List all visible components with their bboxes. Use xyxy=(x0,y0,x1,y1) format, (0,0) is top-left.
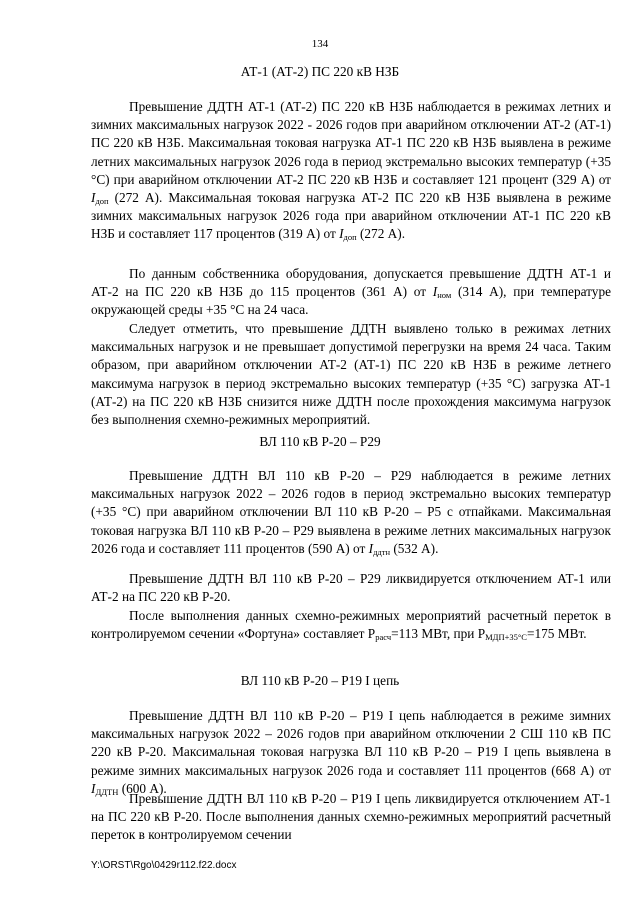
paragraph: После выполнения данных схемно-режимных мероприятий расчетный переток в контролируемом сечении «Фортуна» составляет $Р_{расч}=113$ МВт, при $Р_{МДП+35^\circ С}=175$ МВт. xyxy=(91,608,611,643)
current-symbol: I xyxy=(91,190,96,206)
footer-file-path: Y:\ORST\Rgo\0429r112.f22.docx xyxy=(91,860,237,871)
section-heading-vl-p19: ВЛ 110 кВ Р-20 – Р19 I цепь xyxy=(240,673,400,688)
section-heading-vl-p29: ВЛ 110 кВ Р-20 – Р29 xyxy=(259,434,381,449)
current-symbol: I xyxy=(339,226,344,242)
subscript: ном xyxy=(437,290,452,301)
paragraph: Превышение ДДТН ВЛ 110 кВ Р-20 – Р19 I цепь ликвидируется отключением АТ-1 на ПС 220 кВ Р-20. После выполнения данных схемно-режимных мероприятий расчетный переток в контролируемом сечении xyxy=(91,791,611,843)
current-symbol: I xyxy=(91,780,96,796)
paragraph: По данным собственника оборудования, допускается превышение ДДТН АТ-1 и АТ-2 на ПС 220 кВ НЗБ до 115 процентов (361 А) от $I_{ном}$ (314 А), при температуре окружающей среды +35 °С на 24 часа. xyxy=(91,266,612,318)
section-heading-at: АТ-1 (АТ-2) ПС 220 кВ НЗБ xyxy=(240,64,400,79)
current-symbol: I xyxy=(432,284,438,300)
current-symbol: I xyxy=(368,540,374,556)
subscript: доп xyxy=(343,232,357,243)
subscript: ддтн xyxy=(373,546,391,557)
paragraph: Превышение ДДТН АТ-1 (АТ-2) ПС 220 кВ НЗБ наблюдается в режимах летних и зимних максимальных нагрузок 2022 - 2026 годов при аварийном отключении АТ-2 (АТ-1) ПС 220 кВ НЗБ. Максимальная токовая нагрузка АТ-1 ПС 220 кВ НЗБ выявлена в режиме летних максимальных нагрузок 2026 года в период экстремально высоких температур (+35 °С) при аварийном отключении АТ-2 ПС 220 кВ НЗБ и составляет 121 процент (329 А) от $I_{доп}$ (272 А). Максимальная токовая нагрузка АТ-2 ПС 220 кВ НЗБ выявлена в режиме зимних максимальных нагрузок 2026 года при аварийном отключении АТ-1 ПС 220 кВ НЗБ и составляет 117 процентов (319 А) от $I_{доп}$ (272 А). xyxy=(91,99,611,243)
paragraph: Превышение ДДТН ВЛ 110 кВ Р-20 – Р19 I цепь наблюдается в режиме зимних максимальных нагрузок 2022 – 2026 годов при аварийном отключении 2 СШ 110 кВ ПС 220 кВ Р-20. Максимальная токовая нагрузка ВЛ 110 кВ Р-20 – Р19 I цепь выявлена в режиме зимних максимальных нагрузок 2026 года и составляет 111 процентов (668 А) от $I_{ДДТН}$ (600 А). xyxy=(91,708,611,797)
subscript: МДП+35°С xyxy=(485,632,527,643)
paragraph: Следует отметить, что превышение ДДТН выявлено только в режимах летних максимальных нагрузок и не превышает допустимой перегрузки на время 24 часа. Таким образом, при аварийном отключении АТ-2 (АТ-1) ПС 220 кВ НЗБ в режиме летнего максимума нагрузок в период экстремально высоких температур (+35 °С) загрузка АТ-1 (АТ-2) на ПС 220 кВ НЗБ снизится ниже ДДТН после прохождения максимума нагрузок без выполнения схемно-режимных мероприятий. xyxy=(91,321,611,428)
subscript: расч xyxy=(375,632,392,643)
subscript: доп xyxy=(95,196,109,207)
page-number: 134 xyxy=(311,38,329,50)
paragraph: Превышение ДДТН ВЛ 110 кВ Р-20 – Р29 наблюдается в режиме летних максимальных нагрузок 2022 – 2026 годов в период экстремально высоких температур (+35 °С) при аварийном отключении ВЛ 110 кВ Р-20 – Р5 с отпайками. Максимальная токовая нагрузка ВЛ 110 кВ Р-20 – Р29 выявлена в режиме летних максимальных нагрузок 2026 года и составляет 111 процентов (590 А) от $I_{ддтн}$ (532 А). xyxy=(91,468,611,557)
subscript: ДДТН xyxy=(95,786,119,797)
paragraph: Превышение ДДТН ВЛ 110 кВ Р-20 – Р29 ликвидируется отключением АТ-1 или АТ-2 на ПС 220 кВ Р-20. xyxy=(91,571,611,605)
